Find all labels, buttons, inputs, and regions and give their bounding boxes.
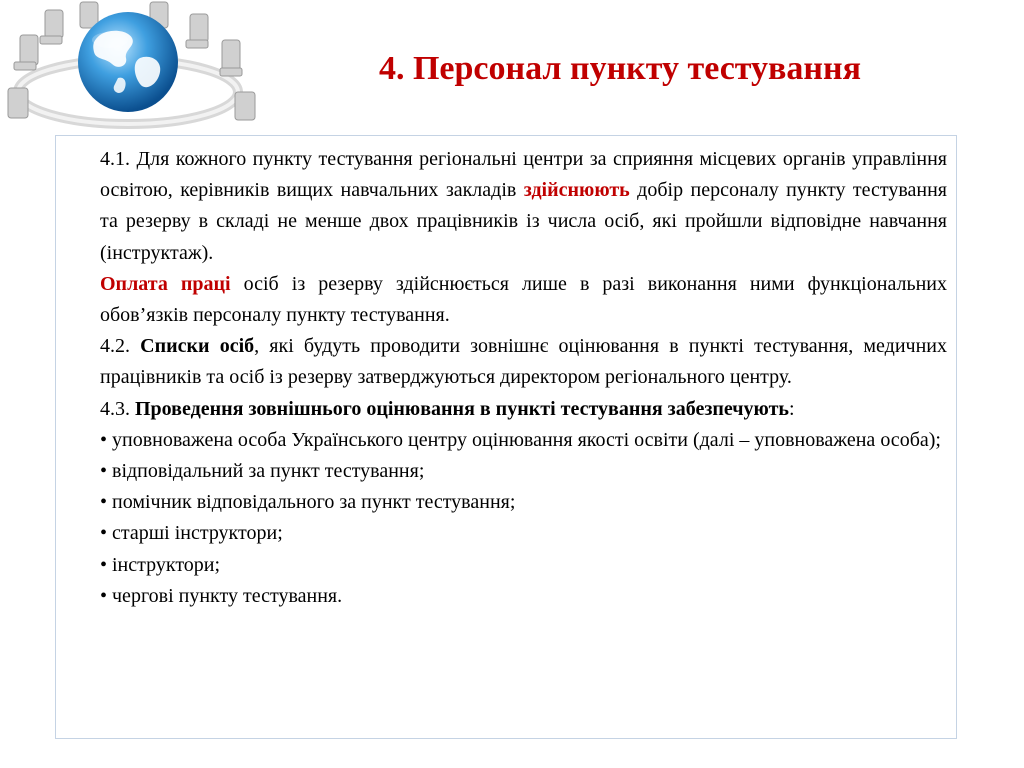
p3-text-b: , які будуть проводити зовнішнє оцінювання в пункті тестування, медичних працівників та осіб із резерву затверджуються директором регіонального центру. <box>100 335 947 389</box>
list-item: • чергові пункту тестування. <box>100 584 343 607</box>
paragraph-payment <box>100 269 947 331</box>
p2-text: осіб із резерву здійснюється лише в разі виконання ними функціональних обов’язків персоналу пункту тестування. <box>100 272 948 327</box>
list-item: • уповноважена особа Українського центру оцінювання якості освіти (далі – уповноважена особа); <box>100 428 941 451</box>
list-item: • старші інструктори; <box>100 522 283 545</box>
p3-bold: Списки осіб <box>140 335 255 358</box>
paragraph-4-3 <box>100 394 947 425</box>
p4-text-b: : <box>788 397 795 420</box>
p4-bold: Проведення зовнішнього оцінювання в пункті тестування забезпечують <box>135 397 789 420</box>
slide-body <box>100 144 947 612</box>
paragraph-4-2 <box>100 331 947 393</box>
p2-highlight: Оплата праці <box>100 272 231 295</box>
globe-with-chairs-icon <box>0 0 270 135</box>
paragraph-4-1 <box>100 144 947 269</box>
p1-highlight: здійснюють <box>523 179 630 202</box>
p1-text-b: добір персоналу пункту тестування та резерву в складі не менше двох працівників із числа осіб, які пройшли відповідне навчання (інструктаж). <box>100 179 947 264</box>
list-item: • помічник відповідального за пункт тестування; <box>100 491 516 514</box>
slide-title: 4. Персонал пункту тестування <box>378 50 861 87</box>
p3-text-a: 4.2. <box>100 335 141 358</box>
p4-text-a: 4.3. <box>100 397 135 420</box>
list-item: • відповідальний за пункт тестування; <box>100 460 425 483</box>
p1-text-a: 4.1. Для кожного пункту тестування регіональні центри за сприяння місцевих органів управління освітою, керівників вищих навчальних закладів <box>100 148 947 202</box>
list-item: • інструктори; <box>100 553 221 576</box>
